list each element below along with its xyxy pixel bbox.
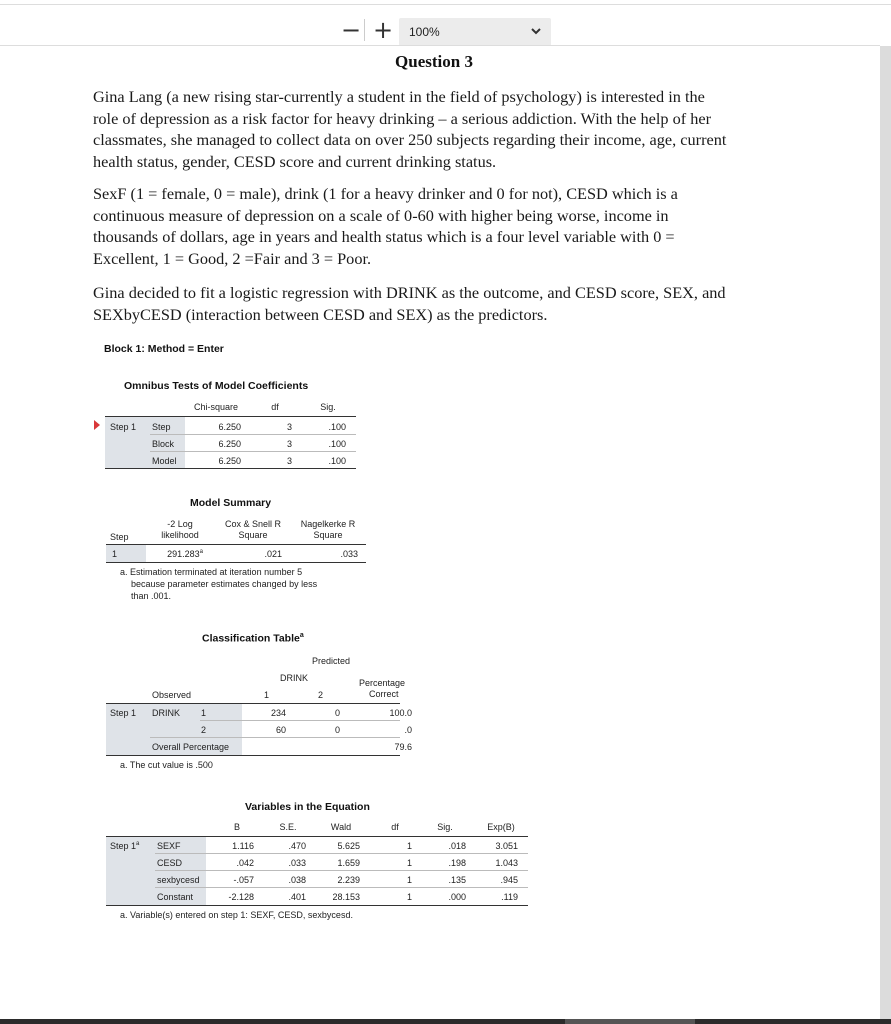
row-divider xyxy=(155,887,528,888)
text-line: continuous measure of depression on a scale of 0-60 with higher being worse, income in xyxy=(93,205,669,225)
ms-ll: 291.283 xyxy=(167,549,200,559)
row-divider xyxy=(150,451,356,452)
footnote-marker: a xyxy=(136,841,140,847)
vt-header: Sig. xyxy=(437,822,453,832)
vt-row-label: sexbycesd xyxy=(157,875,200,885)
vt-cell: .945 xyxy=(500,875,518,885)
ct-col: 1 xyxy=(264,690,270,700)
omnibus-bottom-rule xyxy=(105,468,356,469)
text-line: classmates, she managed to collect data on over 250 subjects regarding their income, age, current xyxy=(93,130,727,149)
vt-row-label: CESD xyxy=(157,858,183,868)
vt-cell: 1.116 xyxy=(232,841,254,851)
ms-cell: .021 xyxy=(264,549,282,559)
vt-cell: 2.239 xyxy=(337,875,360,885)
ct-cell: 60 xyxy=(275,725,286,735)
toolbar-border xyxy=(0,45,880,46)
ms-header: likelihood xyxy=(161,530,199,540)
vt-cell: .198 xyxy=(448,858,466,868)
scrollbar-thumb[interactable] xyxy=(565,1019,695,1024)
zoom-out-button[interactable]: − xyxy=(340,16,362,44)
ct-bottom-rule xyxy=(106,755,400,756)
ct-cell: .0 xyxy=(404,725,412,735)
vt-cell: .033 xyxy=(288,858,306,868)
text-line: SEXbyCESD (interaction between CESD and SEX) as the predictors. xyxy=(93,304,548,324)
row-divider xyxy=(155,870,528,871)
ct-pct-header: Percentage xyxy=(359,678,406,688)
omnibus-row-label: Step xyxy=(152,422,171,432)
ms-header: Cox & Snell R xyxy=(224,519,282,529)
ms-header: Square xyxy=(313,530,343,540)
ct-observed: Observed xyxy=(152,690,192,700)
zoom-select[interactable] xyxy=(399,18,551,46)
ms-footnote: than .001. xyxy=(131,591,172,601)
ct-row-label: 2 xyxy=(201,725,207,735)
row-divider xyxy=(150,737,400,738)
vt-cell: -.057 xyxy=(233,875,254,885)
question-title: Question 3 xyxy=(395,52,473,71)
vt-cell: .042 xyxy=(236,858,254,868)
toolbar-separator xyxy=(364,19,365,41)
vt-cell: 3.051 xyxy=(495,841,518,851)
model-summary-title: Model Summary xyxy=(190,497,272,509)
vt-cell: .018 xyxy=(448,841,466,851)
ct-cell: 0 xyxy=(334,725,340,735)
ct-overall: Overall Percentage xyxy=(152,742,230,752)
selection-arrow-icon[interactable] xyxy=(94,420,100,430)
vt-cell: .401 xyxy=(288,892,306,902)
omnibus-cell: .100 xyxy=(328,439,346,449)
ct-drink-header: DRINK xyxy=(280,673,309,683)
zoom-in-button[interactable]: + xyxy=(372,16,394,44)
ct-cell: 100.0 xyxy=(389,708,412,718)
omnibus-title: Omnibus Tests of Model Coefficients xyxy=(124,380,309,392)
ms-step: 1 xyxy=(112,549,118,559)
classification-title xyxy=(202,632,304,645)
text-line: SexF (1 = female, 0 = male), drink (1 for a heavy drinker and 0 for not), CESD which is a xyxy=(93,184,678,203)
ms-header: -2 Log xyxy=(167,519,193,529)
vt-cell: 28.153 xyxy=(332,892,360,902)
vt-cell: 1 xyxy=(406,892,412,902)
ms-step-header: Step xyxy=(110,532,129,542)
ct-cell: 234 xyxy=(270,708,286,718)
omnibus-cell: 6.250 xyxy=(218,422,241,432)
ms-header: Nagelkerke R xyxy=(300,519,356,529)
ms-cell xyxy=(150,549,203,559)
omnibus-cell: .100 xyxy=(328,422,346,432)
row-divider xyxy=(150,434,356,435)
row-divider xyxy=(155,853,528,854)
zoom-level: 100% xyxy=(409,25,440,39)
chevron-down-icon xyxy=(531,27,541,35)
ms-cell: .033 xyxy=(340,549,358,559)
vt-bottom-rule xyxy=(106,905,528,906)
paragraph-2 xyxy=(93,183,793,269)
vt-cell: -2.128 xyxy=(228,892,254,902)
horizontal-scrollbar[interactable] xyxy=(0,1019,891,1024)
viewer-toolbar xyxy=(0,5,891,43)
ms-header: Square xyxy=(238,530,268,540)
paragraph-1 xyxy=(93,86,793,172)
vt-cell: .038 xyxy=(288,875,306,885)
vt-step-text: Step 1 xyxy=(110,841,137,851)
variables-title: Variables in the Equation xyxy=(245,801,370,813)
text-line: thousands of dollars, age in years and health status which is a four level variable with 0 = xyxy=(93,227,675,246)
row-divider xyxy=(200,720,400,721)
footnote-marker: a xyxy=(199,549,203,555)
vt-header: Wald xyxy=(330,822,352,832)
omnibus-header-sig: Sig. xyxy=(320,402,336,412)
ct-row-label: 1 xyxy=(201,708,207,718)
omnibus-cell: .100 xyxy=(328,456,346,466)
ct-predicted: Predicted xyxy=(312,656,351,666)
vt-header: df xyxy=(391,822,399,832)
ct-cell: 0 xyxy=(334,708,340,718)
omnibus-cell: 3 xyxy=(286,439,292,449)
vt-header: B xyxy=(233,822,240,832)
block-title: Block 1: Method = Enter xyxy=(104,343,224,355)
omnibus-header-chi: Chi-square xyxy=(193,402,239,412)
vt-row-label: Constant xyxy=(157,892,194,902)
vt-cell: 1.659 xyxy=(337,858,360,868)
vt-header: S.E. xyxy=(279,822,297,832)
vt-cell: 1 xyxy=(406,841,412,851)
ct-drink-row: DRINK xyxy=(152,708,181,718)
vt-cell: 1.043 xyxy=(495,858,518,868)
omnibus-cell: 6.250 xyxy=(218,456,241,466)
classification-title-text: Classification Table xyxy=(202,632,300,645)
vt-header: Exp(B) xyxy=(487,822,515,832)
ct-pct-header: Correct xyxy=(369,689,399,699)
text-line: Gina decided to fit a logistic regression with DRINK as the outcome, and CESD score, SEX, and xyxy=(93,283,726,302)
vt-cell: .135 xyxy=(448,875,466,885)
omnibus-cell: 3 xyxy=(286,422,292,432)
omnibus-row-label: Block xyxy=(152,439,175,449)
vt-cell: 5.625 xyxy=(337,841,360,851)
footnote-marker: a xyxy=(299,632,304,639)
ct-cell: 79.6 xyxy=(394,742,412,752)
ms-bottom-rule xyxy=(106,562,366,563)
ct-step: Step 1 xyxy=(110,708,137,718)
omnibus-row-label: Model xyxy=(152,456,177,466)
ms-footnote: because parameter estimates changed by less xyxy=(131,579,318,589)
ms-footnote: a. Estimation terminated at iteration number 5 xyxy=(120,567,303,577)
omnibus-cell: 6.250 xyxy=(218,439,241,449)
paragraph-3 xyxy=(93,282,793,325)
text-line: health status, gender, CESD score and current drinking status. xyxy=(93,151,497,171)
vt-cell: .000 xyxy=(448,892,466,902)
omnibus-cell: 3 xyxy=(286,456,292,466)
text-line: Gina Lang (a new rising star-currently a student in the field of psychology) is interested in the xyxy=(93,87,705,106)
vt-footnote: a. Variable(s) entered on step 1: SEXF, CESD, sexbycesd. xyxy=(120,910,353,920)
vt-cell: .470 xyxy=(288,841,306,851)
ct-col: 2 xyxy=(318,690,324,700)
vt-cell: .119 xyxy=(501,892,518,902)
vt-cell: 1 xyxy=(406,875,412,885)
omnibus-header-df: df xyxy=(271,402,279,412)
vt-cell: 1 xyxy=(406,858,412,868)
vertical-scrollbar[interactable] xyxy=(880,46,891,1021)
omnibus-step-label: Step 1 xyxy=(110,422,137,432)
text-line: role of depression as a risk factor for heavy drinking – a serious addiction. With the help of her xyxy=(93,108,712,128)
vt-row-label: SEXF xyxy=(157,841,181,851)
ct-footnote: a. The cut value is .500 xyxy=(120,760,213,770)
vt-step xyxy=(110,841,139,851)
text-line: Excellent, 1 = Good, 2 =Fair and 3 = Poor. xyxy=(93,248,372,268)
